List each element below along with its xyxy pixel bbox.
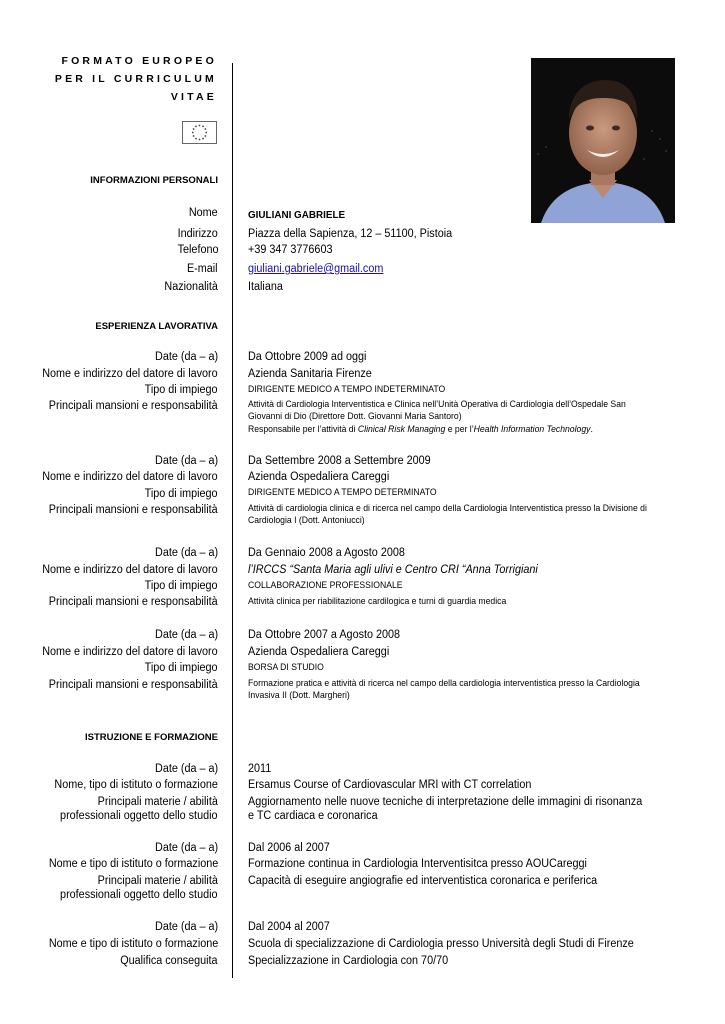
work-employer: Azienda Ospedaliera Careggi — [248, 471, 390, 483]
work-duties-extra: Responsabile per l’attività di Clinical Risk Managing e per l’Health Information Technology. — [248, 424, 593, 434]
work-dates-label: Date (da – a) — [154, 351, 218, 363]
cv-title-line-2: PER IL CURRICULUM — [54, 73, 217, 85]
work-type: BORSA DI STUDIO — [248, 662, 324, 672]
edu-institute: Scuola di specializzazione di Cardiologia presso Università degli Studi di Firenze — [248, 938, 634, 950]
profile-photo — [531, 58, 675, 223]
edu-subjects-label-1: Principali materie / abilità — [97, 875, 218, 887]
email-link[interactable]: giuliani.gabriele@gmail.com — [248, 263, 384, 275]
work-duties-label: Principali mansioni e responsabilità — [49, 400, 218, 412]
work-type-label: Tipo di impiego — [145, 580, 218, 592]
cv-title-line-3: VITAE — [170, 91, 217, 103]
work-type: COLLABORAZIONE PROFESSIONALE — [248, 580, 403, 590]
edu-dates-label: Date (da – a) — [154, 763, 218, 775]
edu-subjects: Capacità di eseguire angiografie ed interventistica coronarica e periferica — [248, 875, 598, 887]
work-dates: Da Gennaio 2008 a Agosto 2008 — [248, 547, 405, 559]
work-type-label: Tipo di impiego — [145, 488, 218, 500]
work-duties: Attività di Cardiologia Interventistica e Clinica nell’Unità Operativa di Cardiologia dell’Ospedale San Giovanni di Dio (Direttore Dott. Giovanni Maria Santoro) — [248, 399, 626, 421]
edu-dates: 2011 — [248, 763, 272, 775]
work-dates: Da Ottobre 2007 a Agosto 2008 — [248, 629, 401, 641]
work-employer: Azienda Ospedaliera Careggi — [248, 646, 390, 658]
work-employer-label: Nome e indirizzo del datore di lavoro — [42, 471, 218, 483]
phone-label: Telefono — [177, 244, 218, 256]
edu-institute-label: Nome e tipo di istituto o formazione — [48, 858, 218, 870]
edu-dates: Dal 2006 al 2007 — [248, 842, 330, 854]
edu-institute: Ersamus Course of Cardiovascular MRI with CT correlation — [248, 779, 532, 791]
address-label: Indirizzo — [177, 228, 218, 240]
work-duties: Formazione pratica e attività di ricerca nel campo della cardiologia interventistica presso la Cardiologia Invasiva II (Dott. Margheri) — [248, 678, 640, 700]
name-label: Nome — [189, 207, 218, 219]
edu-subjects: Aggiornamento nelle nuove tecniche di interpretazione delle immagini di risonanza e TC cardiaca e coronarica — [248, 796, 643, 822]
edu-dates: Dal 2004 al 2007 — [248, 921, 330, 933]
edu-institute-label: Nome, tipo di istituto o formazione — [54, 779, 218, 791]
edu-subjects-label-2: professionali oggetto dello studio — [60, 889, 218, 901]
work-employer-label: Nome e indirizzo del datore di lavoro — [42, 564, 218, 576]
work-employer-label: Nome e indirizzo del datore di lavoro — [42, 368, 218, 380]
work-type: DIRIGENTE MEDICO A TEMPO INDETERMINATO — [248, 384, 446, 394]
work-duties: Attività clinica per riabilitazione cardilogica e turni di guardia medica — [248, 596, 507, 606]
email-label: E-mail — [187, 263, 218, 275]
phone-value: +39 347 3776603 — [248, 244, 333, 256]
edu-dates-label: Date (da – a) — [154, 921, 218, 933]
work-type-label: Tipo di impiego — [145, 384, 218, 396]
edu-subjects-label-2: professionali oggetto dello studio — [60, 810, 218, 822]
work-duties-label: Principali mansioni e responsabilità — [49, 504, 218, 516]
work-employer: Azienda Sanitaria Firenze — [248, 368, 372, 380]
work-dates-label: Date (da – a) — [154, 455, 218, 467]
section-personal-info: INFORMAZIONI PERSONALI — [90, 175, 218, 186]
work-duties: Attività di cardiologia clinica e di ricerca nel campo della Cardiologia Interventistica presso la Divisione di Cardiologia I (Dott. Antoniucci) — [248, 503, 647, 525]
cv-title-line-1: FORMATO EUROPEO — [61, 55, 217, 67]
eu-flag-icon — [182, 121, 217, 144]
edu-institute: Formazione continua in Cardiologia Interventisitca presso AOUCareggi — [248, 858, 587, 870]
edu-institute-label: Nome e tipo di istituto o formazione — [48, 938, 218, 950]
work-dates-label: Date (da – a) — [154, 629, 218, 641]
work-dates: Da Settembre 2008 a Settembre 2009 — [248, 455, 431, 467]
section-work-experience: ESPERIENZA LAVORATIVA — [95, 321, 218, 332]
nationality-value: Italiana — [248, 281, 283, 293]
work-type: DIRIGENTE MEDICO A TEMPO DETERMINATO — [248, 487, 437, 497]
work-type-label: Tipo di impiego — [145, 662, 218, 674]
edu-subjects-label-1: Principali materie / abilità — [97, 796, 218, 808]
work-duties-label: Principali mansioni e responsabilità — [49, 679, 218, 691]
work-employer: l’IRCCS “Santa Maria agli ulivi e Centro CRI “Anna Torrigiani — [248, 564, 538, 576]
work-dates: Da Ottobre 2009 ad oggi — [248, 351, 367, 363]
edu-qualification: Specializzazione in Cardiologia con 70/70 — [248, 955, 449, 967]
work-duties-label: Principali mansioni e responsabilità — [49, 596, 218, 608]
address-value: Piazza della Sapienza, 12 – 51100, Pistoia — [248, 228, 453, 240]
name-value: GIULIANI GABRIELE — [248, 209, 346, 221]
nationality-label: Nazionalità — [164, 281, 218, 293]
edu-dates-label: Date (da – a) — [154, 842, 218, 854]
work-dates-label: Date (da – a) — [154, 547, 218, 559]
edu-qualification-label: Qualifica conseguita — [120, 955, 218, 967]
column-divider — [232, 63, 233, 978]
work-employer-label: Nome e indirizzo del datore di lavoro — [42, 646, 218, 658]
section-education: ISTRUZIONE E FORMAZIONE — [85, 732, 218, 743]
